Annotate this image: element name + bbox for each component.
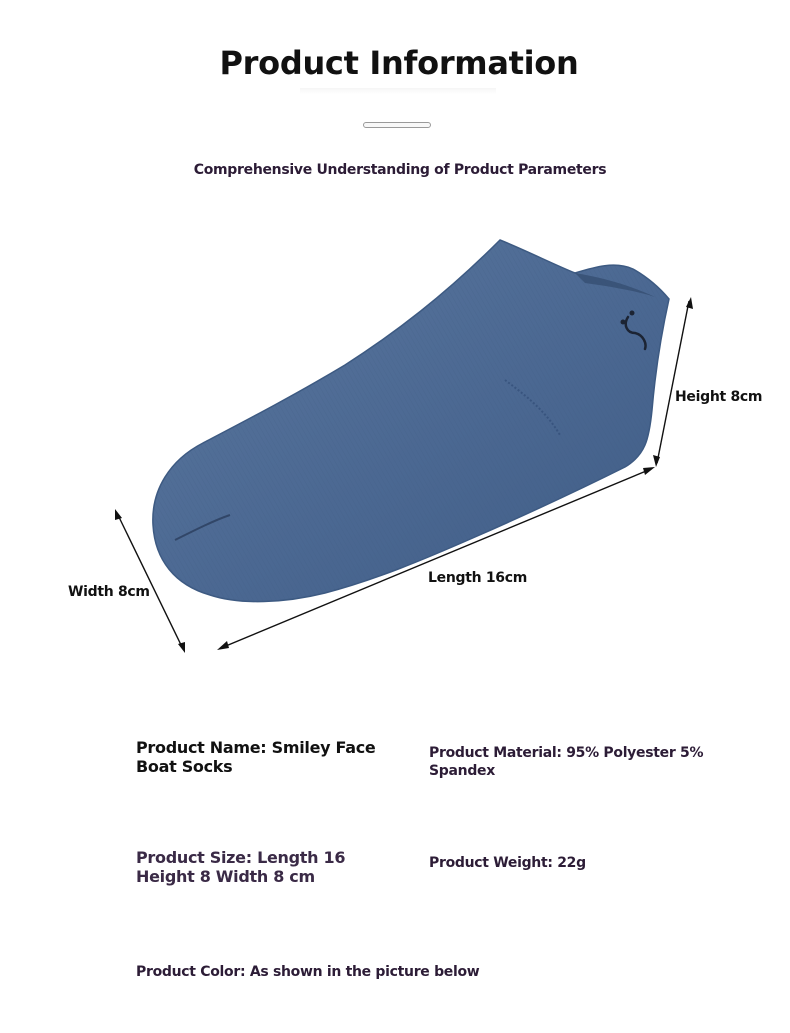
page-subtitle: Comprehensive Understanding of Product Parameters: [193, 162, 607, 178]
product-color: Product Color: As shown in the picture below: [136, 964, 480, 980]
product-size: Product Size: Length 16 Height 8 Width 8 cm: [136, 848, 346, 886]
title-shadow: [300, 88, 496, 94]
title-divider: [363, 122, 431, 128]
product-name: Product Name: Smiley Face Boat Socks: [136, 738, 376, 776]
sock-texture: [153, 240, 669, 602]
width-label: Width 8cm: [68, 584, 150, 600]
page-title: Product Information: [219, 44, 579, 82]
height-label: Height 8cm: [675, 389, 763, 405]
length-label: Length 16cm: [428, 570, 528, 586]
product-weight: Product Weight: 22g: [429, 855, 586, 871]
product-material: Product Material: 95% Polyester 5% Spandex: [429, 745, 704, 779]
sock-image: [153, 240, 669, 602]
product-illustration: [55, 225, 765, 665]
